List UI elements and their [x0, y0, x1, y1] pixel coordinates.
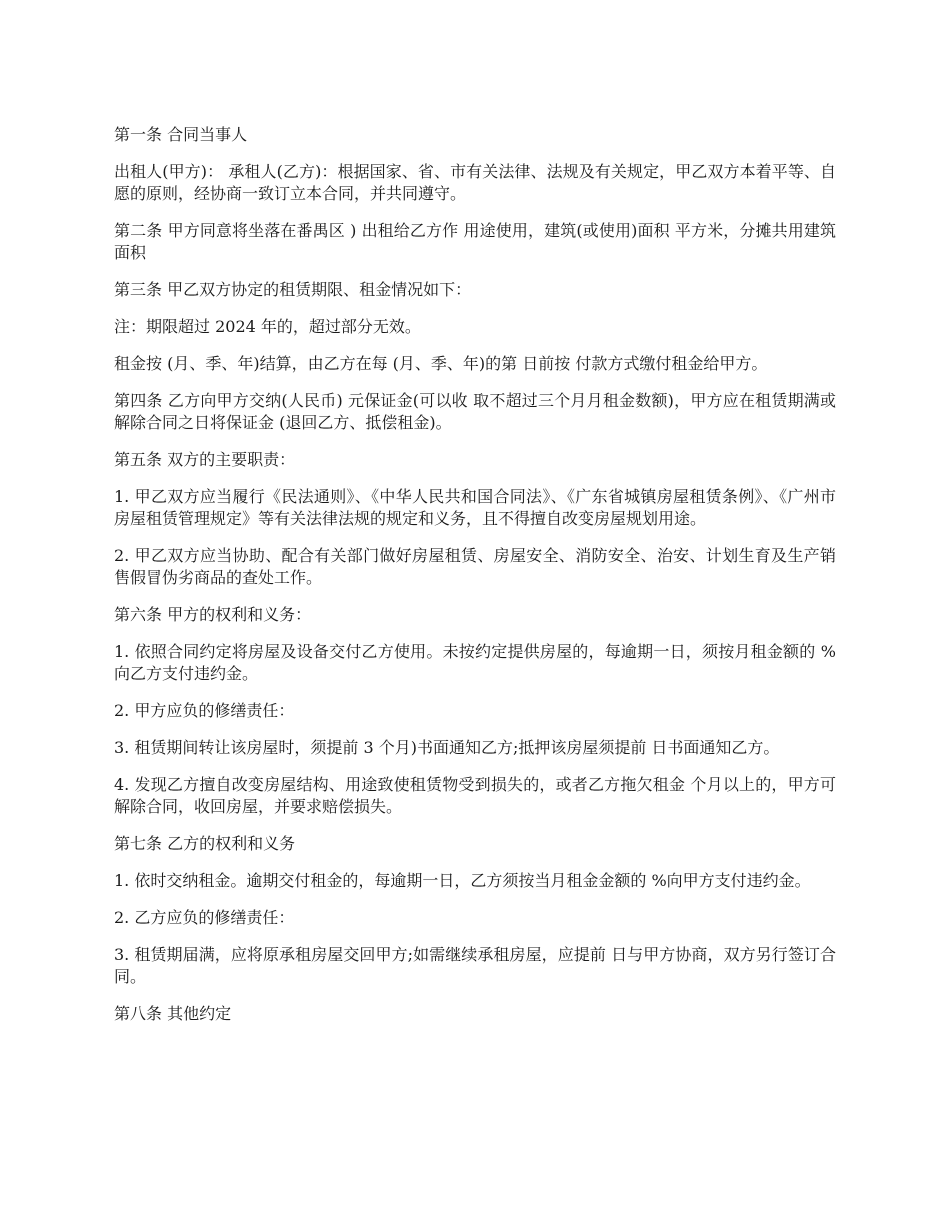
- article-6-item-4: 4. 发现乙方擅自改变房屋结构、用途致使租赁物受到损失的，或者乙方拖欠租金 个月以上的，甲方可解除合同，收回房屋，并要求赔偿损失。: [114, 775, 836, 816]
- article-6-item-1: 1. 依照合同约定将房屋及设备交付乙方使用。未按约定提供房屋的，每逾期一日，须按月租金额的 %向乙方支付违约金。: [114, 642, 836, 683]
- rent-payment-paragraph: 租金按 (月、季、年)结算，由乙方在每 (月、季、年)的第 日前按 付款方式缴付租金给甲方。: [114, 354, 768, 373]
- article-5-item-2: 2. 甲乙双方应当协助、配合有关部门做好房屋租赁、房屋安全、消防安全、治安、计划生育及生产销售假冒伪劣商品的查处工作。: [114, 546, 836, 587]
- document-body: [114, 124, 836, 1040]
- article-6-item-2: 2. 甲方应负的修缮责任：: [114, 701, 295, 720]
- article-1-heading: 第一条 合同当事人: [114, 125, 248, 144]
- article-5-heading: 第五条 双方的主要职责：: [114, 450, 296, 469]
- parties-paragraph: 出租人(甲方)： 承租人(乙方)：根据国家、省、市有关法律、法规及有关规定，甲乙双方本着平等、自愿的原则，经协商一致订立本合同，并共同遵守。: [114, 162, 836, 203]
- article-7-item-3: 3. 租赁期届满，应将原承租房屋交回甲方;如需继续承租房屋，应提前 日与甲方协商，双方另行签订合同。: [114, 945, 836, 986]
- article-4-paragraph: 第四条 乙方向甲方交纳(人民币) 元保证金(可以收 取不超过三个月月租金数额)，甲方应在租赁期满或解除合同之日将保证金 (退回乙方、抵偿租金)。: [114, 391, 836, 432]
- article-5-item-1: 1. 甲乙双方应当履行《民法通则》、《中华人民共和国合同法》、《广东省城镇房屋租赁条例》、《广州市房屋租赁管理规定》等有关法律法规的规定和义务，且不得擅自改变房屋规划用途。: [114, 487, 836, 528]
- article-8-heading: 第八条 其他约定: [114, 1004, 232, 1023]
- article-6-heading: 第六条 甲方的权利和义务：: [114, 605, 312, 624]
- article-6-item-3: 3. 租赁期间转让该房屋时，须提前 3 个月)书面通知乙方;抵押该房屋须提前 日书面通知乙方。: [114, 738, 780, 757]
- article-7-item-1: 1. 依时交纳租金。逾期交付租金的，每逾期一日，乙方须按当月租金金额的 %向甲方支付违约金。: [114, 871, 811, 890]
- article-7-item-2: 2. 乙方应负的修缮责任：: [114, 908, 295, 927]
- term-note-paragraph: 注：期限超过 2024 年的，超过部分无效。: [114, 317, 421, 336]
- article-2-paragraph: 第二条 甲方同意将坐落在番禺区 ) 出租给乙方作 用途使用，建筑(或使用)面积 平方米，分摊共用建筑面积: [114, 221, 836, 262]
- article-3-heading: 第三条 甲乙双方协定的租赁期限、租金情况如下：: [114, 280, 472, 299]
- article-7-heading: 第七条 乙方的权利和义务: [114, 834, 296, 853]
